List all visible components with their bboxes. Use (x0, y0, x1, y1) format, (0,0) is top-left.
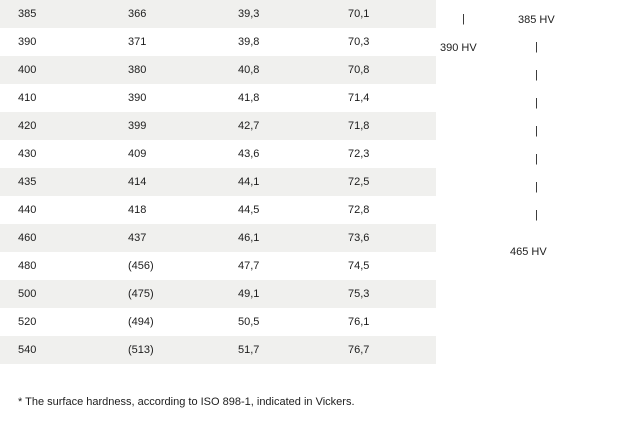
cell-rockwell-a: 72,8 (326, 196, 436, 224)
cell-rockwell-c: 43,6 (216, 140, 326, 168)
table-row (0, 0, 436, 28)
cell-brinell: 418 (106, 196, 216, 224)
table-row (0, 280, 436, 308)
range-tick-marker: | (535, 153, 538, 165)
cell-rockwell-c: 46,1 (216, 224, 326, 252)
cell-brinell: 437 (106, 224, 216, 252)
cell-rockwell-a: 72,3 (326, 140, 436, 168)
cell-tensile: 410 (0, 84, 106, 112)
cell-tensile: 460 (0, 224, 106, 252)
cell-rockwell-c: 44,5 (216, 196, 326, 224)
annotation-label: 390 HV (440, 42, 477, 54)
cell-brinell: 366 (106, 0, 216, 28)
cell-brinell: 380 (106, 56, 216, 84)
cell-rockwell-c: 42,7 (216, 112, 326, 140)
cell-tensile: 430 (0, 140, 106, 168)
table-row (0, 28, 436, 56)
table-row (0, 196, 436, 224)
range-tick-marker: | (462, 13, 465, 25)
range-tick-marker: | (535, 181, 538, 193)
table-row (0, 252, 436, 280)
cell-tensile: 480 (0, 252, 106, 280)
table-row (0, 336, 436, 364)
range-tick-marker: | (535, 69, 538, 81)
cell-tensile: 520 (0, 308, 106, 336)
hardness-annotations (400, 0, 620, 392)
cell-rockwell-a: 70,3 (326, 28, 436, 56)
cell-brinell: 409 (106, 140, 216, 168)
cell-tensile: 420 (0, 112, 106, 140)
cell-rockwell-c: 39,8 (216, 28, 326, 56)
table-row (0, 224, 436, 252)
cell-brinell: (475) (106, 280, 216, 308)
cell-rockwell-a: 71,4 (326, 84, 436, 112)
cell-rockwell-c: 39,3 (216, 0, 326, 28)
cell-tensile: 385 (0, 0, 106, 28)
cell-rockwell-c: 49,1 (216, 280, 326, 308)
cell-brinell: (513) (106, 336, 216, 364)
cell-rockwell-a: 71,8 (326, 112, 436, 140)
range-tick-marker: | (535, 209, 538, 221)
cell-brinell: (456) (106, 252, 216, 280)
cell-brinell: (494) (106, 308, 216, 336)
cell-rockwell-c: 40,8 (216, 56, 326, 84)
cell-rockwell-c: 41,8 (216, 84, 326, 112)
cell-rockwell-a: 76,7 (326, 336, 436, 364)
cell-rockwell-c: 51,7 (216, 336, 326, 364)
table-row (0, 168, 436, 196)
cell-brinell: 390 (106, 84, 216, 112)
cell-tensile: 440 (0, 196, 106, 224)
table-row (0, 56, 436, 84)
cell-brinell: 371 (106, 28, 216, 56)
cell-rockwell-a: 72,5 (326, 168, 436, 196)
annotation-label: 465 HV (510, 246, 547, 258)
cell-tensile: 400 (0, 56, 106, 84)
cell-rockwell-a: 76,1 (326, 308, 436, 336)
range-tick-marker: | (535, 41, 538, 53)
footnote-text: * The surface hardness, according to ISO 898-1, indicated in Vickers. (18, 396, 355, 408)
cell-rockwell-c: 44,1 (216, 168, 326, 196)
cell-rockwell-c: 50,5 (216, 308, 326, 336)
range-tick-marker: | (535, 97, 538, 109)
cell-rockwell-a: 74,5 (326, 252, 436, 280)
annotation-label: 385 HV (518, 14, 555, 26)
range-tick-marker: | (535, 125, 538, 137)
cell-tensile: 500 (0, 280, 106, 308)
cell-brinell: 414 (106, 168, 216, 196)
table-row (0, 140, 436, 168)
cell-rockwell-a: 73,6 (326, 224, 436, 252)
cell-rockwell-a: 75,3 (326, 280, 436, 308)
cell-tensile: 390 (0, 28, 106, 56)
table-row (0, 84, 436, 112)
table-row (0, 308, 436, 336)
cell-tensile: 435 (0, 168, 106, 196)
cell-tensile: 540 (0, 336, 106, 364)
cell-brinell: 399 (106, 112, 216, 140)
cell-rockwell-c: 47,7 (216, 252, 326, 280)
table-row (0, 112, 436, 140)
cell-rockwell-a: 70,1 (326, 0, 436, 28)
cell-rockwell-a: 70,8 (326, 56, 436, 84)
